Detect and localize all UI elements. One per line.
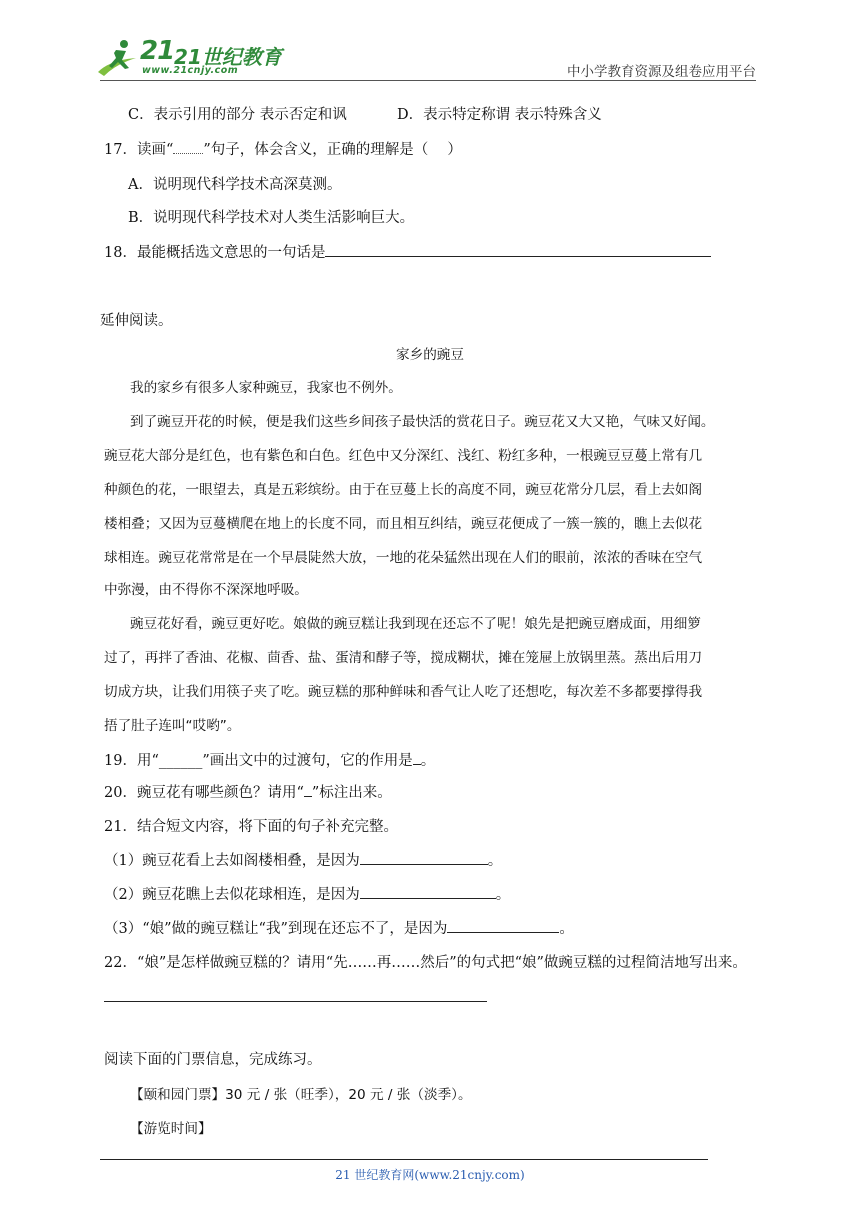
passage-p2-line: 中弥漫，由不得你不深深地呼吸。 — [104, 582, 308, 598]
passage-p2-line: 种颜色的花，一眼望去，真是五彩缤纷。由于在豆蔓上长的高度不同，豌豆花常分几层，看上去如阁 — [104, 482, 703, 498]
q17-option-a: A．说明现代科学技术高深莫测。 — [128, 177, 342, 193]
logo-text: 21世纪教育 — [174, 45, 282, 69]
q16-option-c: C．表示引用的部分 表示否定和讽 — [128, 107, 347, 123]
ticket-price: 【颐和园门票】30 元 / 张（旺季），20 元 / 张（淡季）。 — [130, 1087, 472, 1103]
q16-option-d: D．表示特定称谓 表示特殊含义 — [397, 107, 602, 123]
q20-stem: 20．豌豆花有哪些颜色？请用“ ”标注出来。 — [104, 785, 392, 801]
answer-blank[interactable] — [325, 242, 711, 257]
runner-logo-icon — [96, 38, 140, 78]
q19-stem: 19．用“______”画出文中的过渡句，它的作用是 。 — [104, 750, 435, 771]
q18-stem: 18．最能概括选文意思的一句话是 — [104, 242, 711, 263]
section-heading: 延伸阅读。 — [100, 313, 173, 329]
footer-link[interactable]: 21 世纪教育网(www.21cnjy.com) — [335, 1168, 525, 1182]
q21-sentence-1: （1）豌豆花看上去如阁楼相叠，是因为 。 — [104, 850, 502, 871]
ticket-hours-label: 【游览时间】 — [130, 1121, 212, 1137]
passage-p3-line: 切成方块，让我们用筷子夹了吃。豌豆糕的那种鲜味和香气让人吃了还想吃，每次差不多都要撑得我 — [104, 684, 703, 700]
underline-mark — [304, 783, 312, 797]
passage-title: 家乡的豌豆 — [396, 347, 464, 363]
platform-name: 中小学教育资源及组卷应用平台 — [567, 64, 756, 80]
passage-p2-line: 到了豌豆开花的时候，便是我们这些乡间孩子最快活的赏花日子。豌豆花又大又艳，气味又好闻。 — [130, 414, 715, 430]
section-heading: 阅读下面的门票信息，完成练习。 — [104, 1052, 322, 1068]
passage-p2-line: 球相连。豌豆花常常是在一个早晨陡然大放，一地的花朵猛然出现在人们的眼前，浓浓的香味在空气 — [104, 550, 703, 566]
underline-sample: ______ — [158, 753, 203, 769]
passage-p2-line: 豌豆花大部分是红色，也有紫色和白色。红色中又分深红、浅红、粉红多种，一根豌豆豆蔓上常有几 — [104, 448, 703, 464]
q17-stem: 17．读画“ ”句子，体会含义，正确的理解是（ ） — [104, 142, 462, 158]
q17-option-b: B．说明现代科学技术对人类生活影响巨大。 — [128, 210, 415, 226]
q21-sentence-2: （2）豌豆花瞧上去似花球相连，是因为 。 — [104, 884, 510, 905]
passage-p2-line: 楼相叠；又因为豆蔓横爬在地上的长度不同，而且相互纠结，豌豆花便成了一簇一簇的，瞧上去似花 — [104, 516, 703, 532]
logo-number: 21 — [140, 36, 175, 66]
answer-line[interactable] — [104, 1001, 487, 1002]
passage-p3-line: 豌豆花好看，豌豆更好吃。娘做的豌豆糕让我到现在还忘不了呢！娘先是把豌豆磨成面，用细箩 — [130, 616, 701, 632]
answer-blank[interactable] — [360, 884, 496, 899]
passage-p3-line: 过了，再拌了香油、花椒、茴香、盐、蛋清和酵子等，搅成糊状，摊在笼屉上放锅里蒸。蒸出后用刀 — [104, 650, 703, 666]
dotted-underline-mark — [173, 140, 203, 154]
site-logo — [96, 36, 282, 78]
header-divider — [100, 80, 756, 81]
footer-divider — [100, 1159, 708, 1160]
answer-blank[interactable] — [413, 750, 421, 765]
q22-stem: 22．“娘”是怎样做豌豆糕的？请用“先……再……然后”的句式把“娘”做豌豆糕的过程简洁地写出来。 — [104, 955, 747, 971]
passage-p3-line: 捂了肚子连叫“哎哟”。 — [104, 718, 241, 734]
passage-paragraph-1: 我的家乡有很多人家种豌豆，我家也不例外。 — [130, 380, 402, 396]
answer-blank[interactable] — [360, 850, 488, 865]
q21-stem: 21．结合短文内容，将下面的句子补充完整。 — [104, 819, 398, 835]
logo-url: www.21cnjy.com — [142, 65, 239, 76]
q21-sentence-3: （3）“娘”做的豌豆糕让“我”到现在还忘不了，是因为 。 — [104, 918, 574, 939]
answer-blank[interactable] — [447, 918, 559, 933]
